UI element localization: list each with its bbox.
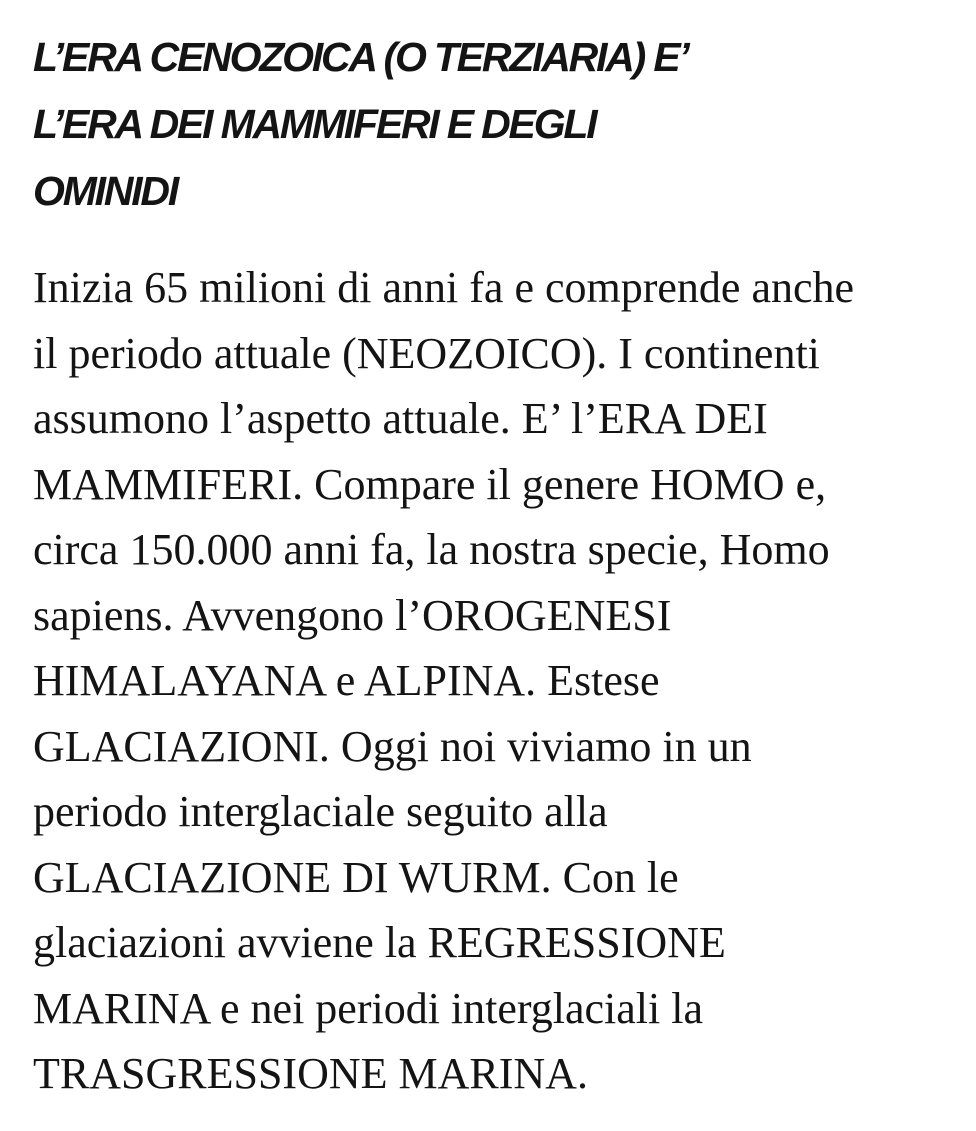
paragraph-line: HIMALAYANA e ALPINA. Estese (33, 656, 660, 705)
body-paragraph (33, 255, 973, 1107)
title-line: L’ERA CENOZOICA (O TERZIARIA) E’ (33, 34, 688, 80)
paragraph-line: sapiens. Avvengono l’OROGENESI (33, 590, 672, 640)
paragraph-line: GLACIAZIONE DI WURM. Con le (33, 852, 679, 902)
paragraph-line: MARINA e nei periodi interglaciali la (33, 983, 704, 1033)
paragraph-line: circa 150.000 anni fa, la nostra specie, Homo (33, 525, 830, 574)
page-title (33, 24, 933, 225)
paragraph-line: TRASGRESSIONE MARINA. (33, 1049, 588, 1098)
title-line: L’ERA DEI MAMMIFERI E DEGLI (33, 101, 596, 147)
title-line: OMINIDI (33, 168, 178, 214)
paragraph-line: il periodo attuale (NEOZOICO). I continenti (33, 328, 820, 378)
paragraph-line: GLACIAZIONI. Oggi noi viviamo in un (33, 721, 752, 771)
paragraph-line: periodo interglaciale seguito alla (33, 787, 608, 836)
paragraph-line: assumono l’aspetto attuale. E’ l’ERA DEI (33, 394, 768, 443)
paragraph-line: MAMMIFERI. Compare il genere HOMO e, (33, 459, 827, 509)
paragraph-line: glaciazioni avviene la REGRESSIONE (33, 918, 726, 967)
paragraph-line: Inizia 65 milioni di anni fa e comprende anche (33, 263, 855, 312)
